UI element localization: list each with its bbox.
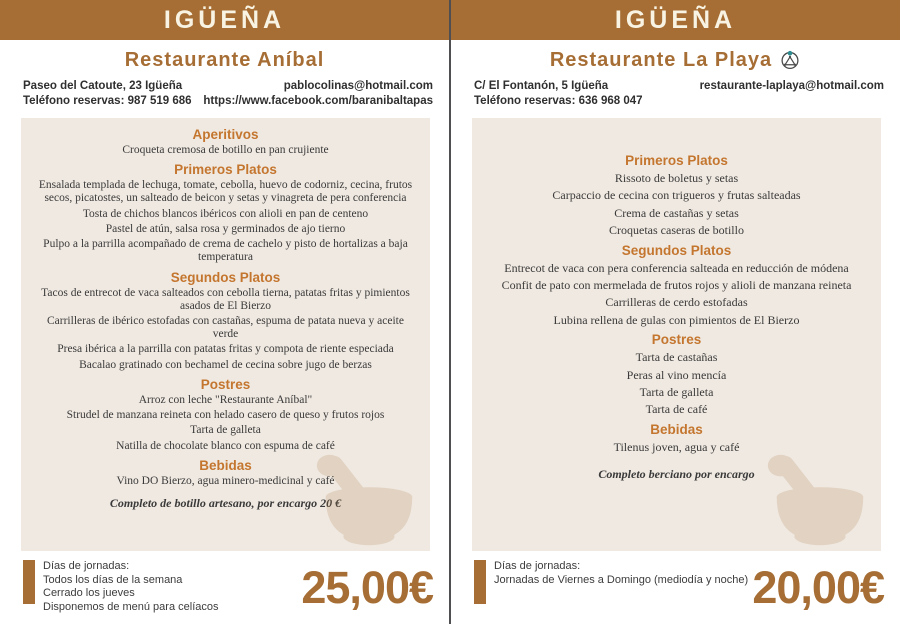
footer-accent-bar: [474, 560, 486, 604]
jornadas-line: Jornadas de Viernes a Domingo (mediodía y noche): [494, 573, 749, 586]
section-items: [484, 262, 869, 328]
menu-item: Carrilleras de ibérico estofadas con castañas, espuma de patata nueva y aceite verde: [47, 314, 404, 341]
footer-la-playa: [451, 551, 900, 624]
menu-item: Arroz con leche "Restaurante Aníbal": [138, 393, 313, 406]
menu-item: Peras al vino mencía: [626, 367, 727, 382]
menu-item: Croqueta cremosa de botillo en pan crujiente: [122, 144, 329, 156]
menu-item: Carrilleras de cerdo estofadas: [605, 295, 748, 310]
menu-item: Entrecot de vaca con pera conferencia salteada en reducción de módena: [504, 260, 849, 275]
section-heading: Aperitivos: [192, 127, 259, 142]
section-items: [484, 172, 869, 238]
section-heading: Segundos Platos: [170, 269, 281, 285]
section-heading: Segundos Platos: [621, 242, 732, 258]
jornadas-block: [494, 560, 748, 587]
jornadas-block: [43, 560, 218, 614]
menu-item: Croquetas caseras de botillo: [609, 222, 744, 237]
section-heading: Bebidas: [650, 422, 703, 438]
menu-item: Vino DO Bierzo, agua minero-medicinal y café: [116, 474, 335, 487]
address-line: Paseo del Catoute, 23 Igüeña: [23, 80, 183, 92]
contact-line: pablocolinas@hotmail.com: [283, 80, 433, 92]
address-lines: [474, 79, 643, 109]
section-heading: Primeros Platos: [174, 162, 277, 178]
restaurant-title-la-playa: [451, 43, 900, 77]
section-items: [484, 441, 869, 455]
menu-section: [33, 270, 418, 372]
menu-item: Tosta de chichos blancos ibéricos con alioli en pan de centeno: [82, 207, 369, 220]
menu-item: Tarta de galleta: [190, 424, 261, 437]
address-line: C/ El Fontanón, 5 Igüeña: [474, 80, 609, 92]
menu-section: [484, 332, 869, 417]
menu-section: [33, 127, 418, 157]
contact-line: restaurante-laplaya@hotmail.com: [699, 80, 884, 92]
banner-title: IGÜEÑA: [0, 0, 449, 40]
section-items: [33, 144, 418, 157]
section-items: [33, 179, 418, 264]
restaurant-title-text: Restaurante Aníbal: [124, 48, 325, 71]
jornadas-label: Días de jornadas:: [494, 560, 581, 572]
jornadas-lines: [43, 574, 218, 615]
section-heading: Postres: [651, 332, 702, 348]
section-items: [33, 394, 418, 453]
banner-title: IGÜEÑA: [451, 0, 900, 40]
section-heading: Postres: [200, 376, 251, 392]
menu-item: Carpaccio de cecina con trigueros y frutas salteadas: [552, 188, 801, 203]
jornadas-lines: [494, 574, 748, 588]
contact-lines: [700, 79, 884, 94]
menu-section: [484, 153, 869, 238]
menu-item: Lubina rellena de gulas con pimientos de El Bierzo: [553, 312, 800, 327]
restaurant-title-anibal: [0, 43, 449, 77]
menu-item: Tilenus joven, agua y café: [613, 440, 740, 455]
restaurant-title-text: Restaurante La Playa: [549, 48, 773, 71]
menu-item: Pulpo a la parrilla acompañado de crema de cachelo y pisto de hortalizas a baja temperatura: [43, 238, 408, 264]
panel-anibal: [0, 0, 449, 624]
menu-item: Bacalao gratinado con bechamel de cecina sobre jugo de berzas: [79, 358, 372, 371]
contact-lines: [203, 79, 433, 109]
panel-la-playa: [451, 0, 900, 624]
menu-item: Pastel de atún, salsa rosa y germinados de ajo tierno: [105, 222, 346, 235]
jornadas-line: Cerrado los jueves: [43, 587, 135, 599]
contact-line: https://www.facebook.com/baranibaltapas: [203, 95, 433, 107]
menu-item: Ensalada templada de lechuga, tomate, cebolla, huevo de codorniz, cecina, frutos secos, picatostes, un salteado de beicon y setas y vinagreta de pera conferencia: [38, 179, 413, 205]
menu-item: Crema de castañas y setas: [614, 205, 739, 220]
jornadas-line: Todos los días de la semana: [43, 573, 183, 586]
jornadas-label: Días de jornadas:: [43, 560, 130, 572]
menu-section: [484, 243, 869, 328]
footer-accent-bar: [23, 560, 35, 604]
section-items: [33, 475, 418, 488]
la-playa-logo-icon: [779, 49, 801, 71]
menu-item: Strudel de manzana reineta con helado casero de queso y frutos rojos: [66, 409, 385, 422]
jornadas-line: Disponemos de menú para celíacos: [43, 600, 219, 613]
menu-section: [33, 377, 418, 453]
address-line: Teléfono reservas: 636 968 047: [474, 95, 643, 107]
menu-section: [484, 422, 869, 455]
mortar-pestle-icon: [759, 449, 877, 549]
contact-block: [451, 77, 900, 109]
menu-item: Tarta de castañas: [635, 350, 718, 365]
menu-section: [33, 458, 418, 488]
footer-anibal: [0, 551, 449, 624]
menu-item: Presa ibérica a la parrilla con patatas fritas y compota de riente especiada: [57, 343, 394, 356]
menu-item: Tarta de galleta: [639, 384, 714, 399]
section-heading: Bebidas: [199, 457, 252, 473]
menu-section: [33, 162, 418, 264]
menu-price: 20,00€: [752, 561, 884, 613]
contact-block: [0, 77, 449, 109]
menu-item: Confit de pato con mermelada de frutos rojos y alioli de manzana reineta: [501, 277, 852, 292]
section-items: [33, 287, 418, 372]
menu-item: Rissoto de boletus y setas: [614, 171, 739, 185]
menu-item: Tacos de entrecot de vaca salteados con cebolla tierna, patatas fritas y pimientos asados de El Bierzo: [41, 286, 410, 312]
menu-price: 25,00€: [301, 561, 433, 613]
section-heading: Primeros Platos: [625, 153, 728, 168]
menu-item: Natilla de chocolate blanco con espuma de café: [116, 439, 335, 452]
menu-card-anibal: [21, 118, 430, 551]
section-items: [484, 351, 869, 417]
special-note: Completo berciano por encargo: [598, 466, 755, 481]
special-note: Completo de botillo artesano, por encargo 20 €: [109, 495, 342, 510]
menu-item: Tarta de café: [645, 402, 708, 417]
address-lines: [23, 79, 192, 109]
address-line: Teléfono reservas: 987 519 686: [23, 95, 192, 107]
menu-card-la-playa: [472, 118, 881, 551]
